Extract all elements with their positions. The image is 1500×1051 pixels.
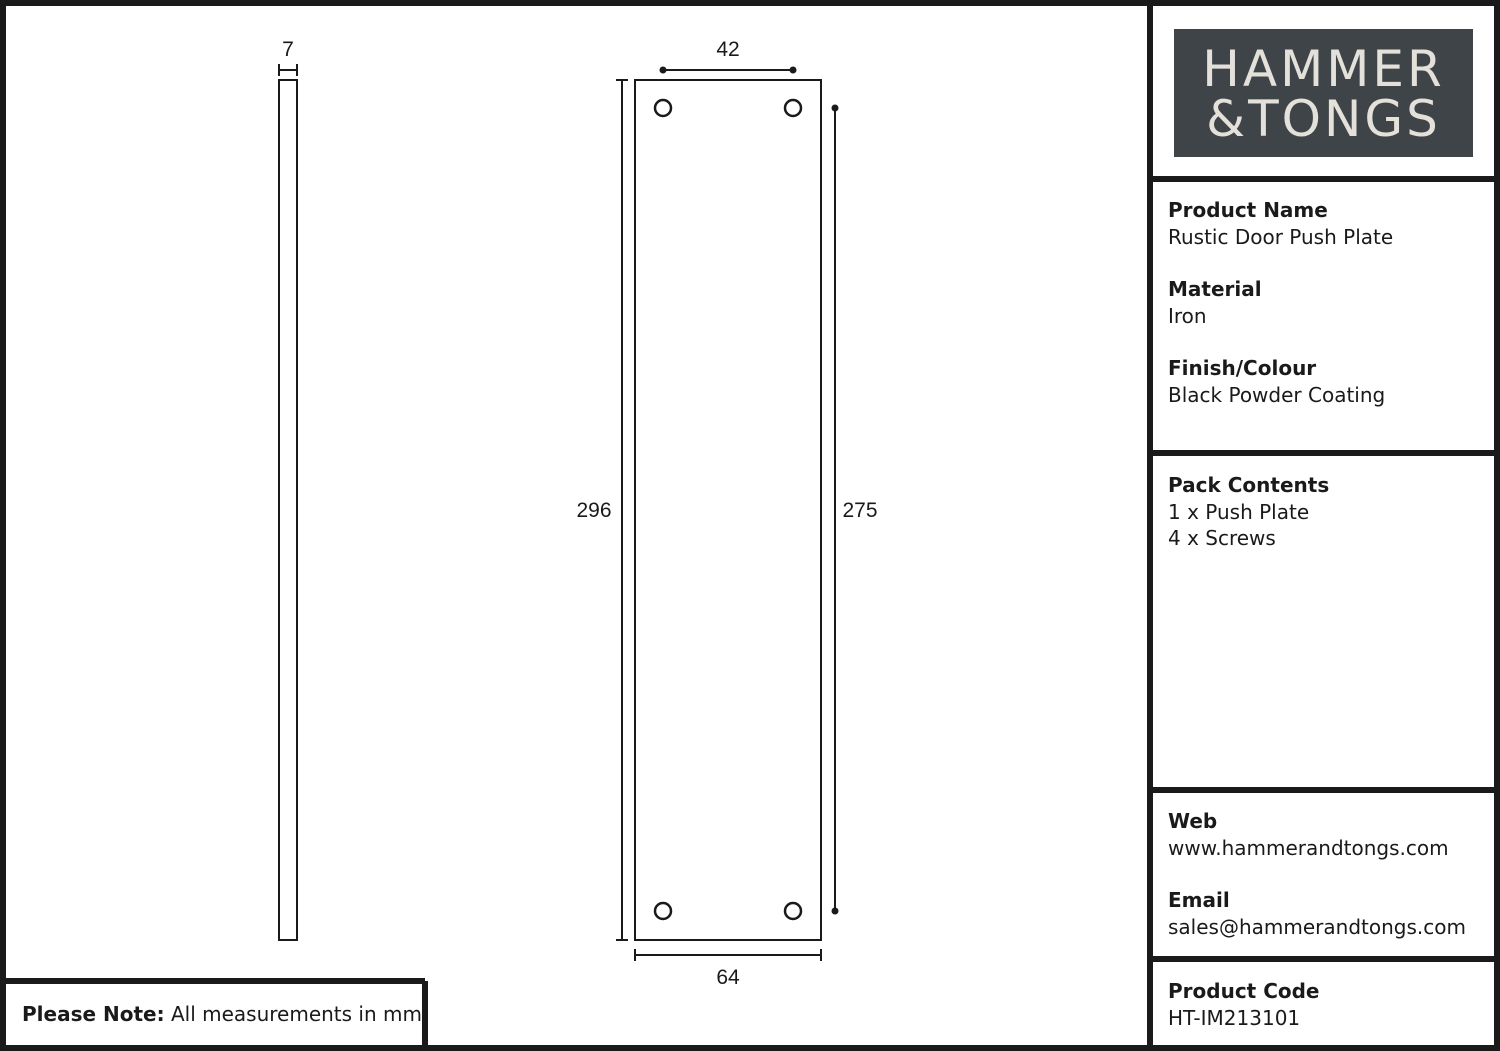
material-value: Iron	[1168, 304, 1207, 328]
web-label: Web	[1168, 809, 1218, 833]
material-label: Material	[1168, 277, 1262, 301]
screw-hole	[655, 100, 671, 116]
measurement-note	[22, 1001, 422, 1027]
product-code-value: HT-IM213101	[1168, 1006, 1301, 1030]
total-height-dimension	[616, 80, 628, 940]
email-link[interactable]: sales@hammerandtongs.com	[1168, 915, 1466, 939]
email-label: Email	[1168, 888, 1230, 912]
finish-value: Black Powder Coating	[1168, 383, 1386, 407]
screw-hole	[785, 100, 801, 116]
hole-spacing-width-dimension	[660, 67, 797, 74]
total-width-dimension	[635, 949, 821, 961]
brand-logo	[1174, 29, 1473, 157]
side-view-plate	[279, 80, 297, 940]
hole-spacing-height-dimension	[832, 105, 839, 915]
thickness-label: 7	[282, 38, 294, 61]
hole-spacing-width-label: 42	[716, 38, 740, 61]
product-name-label: Product Name	[1168, 198, 1328, 222]
note-text: All measurements in mm	[170, 1002, 422, 1026]
finish-label: Finish/Colour	[1168, 356, 1317, 380]
logo-tongs-word: TONGS	[1248, 90, 1441, 148]
pack-contents-label: Pack Contents	[1168, 473, 1330, 497]
screw-hole	[785, 903, 801, 919]
total-height-label: 296	[576, 499, 612, 522]
pack-contents-item: 4 x Screws	[1168, 526, 1276, 550]
front-view-plate	[635, 80, 821, 940]
note-label: Please Note:	[22, 1002, 165, 1026]
hole-spacing-height-label: 275	[842, 499, 878, 522]
thickness-dimension	[279, 64, 297, 76]
product-name-value: Rustic Door Push Plate	[1168, 225, 1394, 249]
screw-hole	[655, 903, 671, 919]
web-link[interactable]: www.hammerandtongs.com	[1168, 836, 1449, 860]
total-width-label: 64	[716, 966, 740, 989]
logo-hammer-text: HAMMER	[1202, 40, 1445, 98]
product-code-label: Product Code	[1168, 979, 1320, 1003]
pack-contents-item: 1 x Push Plate	[1168, 500, 1310, 524]
logo-ampersand: &	[1206, 90, 1249, 148]
logo-tongs-text	[1174, 91, 1473, 147]
